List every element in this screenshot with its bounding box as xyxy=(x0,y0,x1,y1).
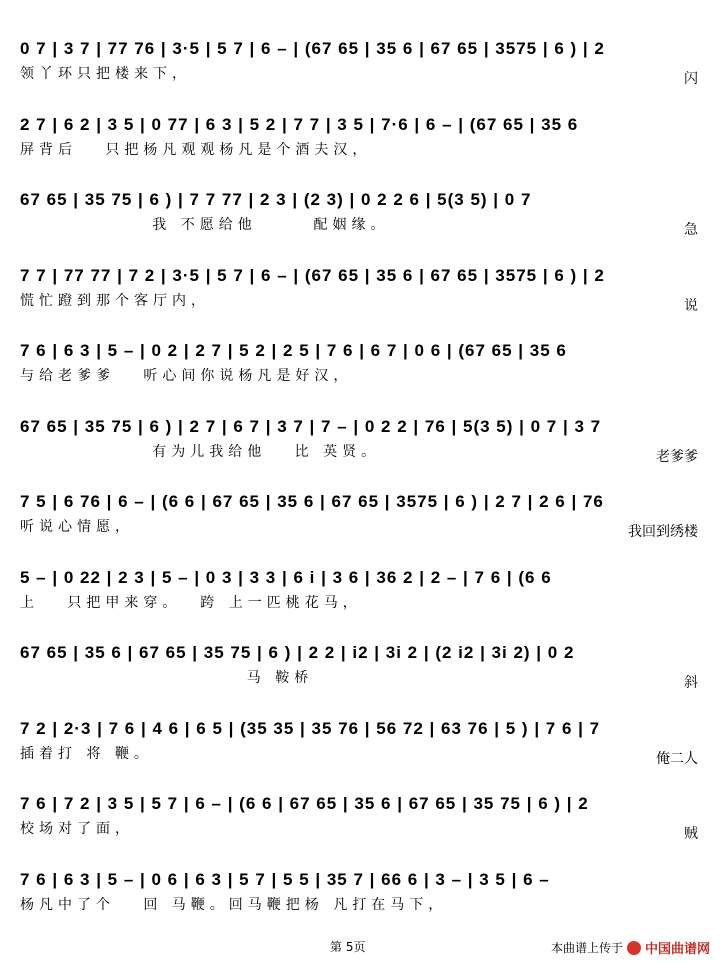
lyric-line-end: 贼 xyxy=(684,826,698,842)
site-logo-text: 中国曲谱网 xyxy=(644,942,710,957)
lyric-line: 领丫环只把楼来下， xyxy=(20,66,191,82)
jianpu-notes: 67 65 | 35 75 | 6 ) | 2 7 | 6 7 | 3 7 | 7 – | 0 2 2 | 76 | 5(3 5) | 0 7 | 3 7 xyxy=(20,416,602,436)
site-logo-icon xyxy=(627,941,641,955)
score-system xyxy=(20,869,702,915)
lyric-line: 我 不愿给他 配姻缘。 xyxy=(20,217,390,233)
lyric-line: 上 只把甲来穿。 跨 上一匹桃花马， xyxy=(20,594,362,611)
score-system xyxy=(20,38,702,87)
lyric-line-end: 俺二人 xyxy=(656,750,698,767)
lyric-line-end: 斜 xyxy=(684,675,698,691)
jianpu-notes: 7 6 | 7 2 | 3 5 | 5 7 | 6 – | (6 6 | 67 65 | 35 6 | 67 65 | 35 75 | 6 ) | 2 xyxy=(20,794,589,813)
lyric-line: 屏背后 只把杨凡观观杨凡是个酒夫汉， xyxy=(20,141,372,158)
lyric-line: 有为儿我给他 比 英贤。 xyxy=(20,443,381,460)
lyric-line: 插着打 将 鞭。 xyxy=(20,745,153,762)
score-system xyxy=(20,114,702,160)
lyric-line: 听说心情愿， xyxy=(20,519,134,535)
score-system xyxy=(20,642,702,691)
jianpu-notes: 67 65 | 35 75 | 6 ) | 7 7 77 | 2 3 | (2 3) | 0 2 2 6 | 5(3 5) | 0 7 xyxy=(20,190,532,209)
score-system xyxy=(20,189,702,238)
jianpu-notes: 7 6 | 6 3 | 5 – | 0 2 | 2 7 | 5 2 | 2 5 | 7 6 | 6 7 | 0 6 | (67 65 | 35 6 xyxy=(20,341,567,360)
lyric-line-end: 说 xyxy=(684,297,698,314)
score-system xyxy=(20,793,702,842)
lyric-line: 马 鞍桥 xyxy=(20,670,314,686)
jianpu-notes: 7 5 | 6 76 | 6 – | (6 6 | 67 65 | 35 6 | 67 65 | 3575 | 6 ) | 2 7 | 2 6 | 76 xyxy=(20,492,604,511)
score-system xyxy=(20,718,702,767)
jianpu-notes: 7 7 | 77 77 | 7 2 | 3·5 | 5 7 | 6 – | (67 65 | 35 6 | 67 65 | 3575 | 6 ) | 2 xyxy=(20,265,605,285)
credit-text: 本曲谱上传于 xyxy=(550,941,623,955)
lyric-line-end: 我回到绣楼 xyxy=(628,524,698,540)
lyric-line: 慌忙蹬到那个客厅内， xyxy=(20,292,210,309)
score-system xyxy=(20,265,702,314)
score-system xyxy=(20,491,702,540)
jianpu-notes: 7 6 | 6 3 | 5 – | 0 6 | 6 3 | 5 7 | 5 5 | 35 7 | 66 6 | 3 – | 3 5 | 6 – xyxy=(20,869,550,889)
lyric-line: 校场对了面， xyxy=(20,821,134,837)
upload-credit xyxy=(551,938,710,957)
lyric-line-end: 老爹爹 xyxy=(656,448,698,465)
lyric-line: 杨凡中了个 回 马鞭。回马鞭把杨 凡打在马下， xyxy=(20,896,448,913)
jianpu-notes: 0 7 | 3 7 | 77 76 | 3·5 | 5 7 | 6 – | (67 65 | 35 6 | 67 65 | 3575 | 6 ) | 2 xyxy=(20,39,605,58)
jianpu-notes: 7 2 | 2·3 | 7 6 | 4 6 | 6 5 | (35 35 | 35 76 | 56 72 | 63 76 | 5 ) | 7 6 | 7 xyxy=(20,718,601,738)
score-system xyxy=(20,567,702,613)
jianpu-notes: 2 7 | 6 2 | 3 5 | 0 77 | 6 3 | 5 2 | 7 7 | 3 5 | 7·6 | 6 – | (67 65 | 35 6 xyxy=(20,114,579,134)
lyric-line-end: 急 xyxy=(684,222,698,238)
page-number: 第 5页 xyxy=(330,940,366,954)
score-system xyxy=(20,340,702,386)
lyric-line-end: 闪 xyxy=(684,71,698,87)
score-system xyxy=(20,416,702,465)
jianpu-notes: 67 65 | 35 6 | 67 65 | 35 75 | 6 ) | 2 2 | i2 | 3i 2 | (2 i2 | 3i 2) | 0 2 xyxy=(20,643,575,662)
lyric-line: 与给老爹爹 听心间你说杨凡是好汉， xyxy=(20,368,353,384)
jianpu-notes: 5 – | 0 22 | 2 3 | 5 – | 0 3 | 3 3 | 6 i | 3 6 | 36 2 | 2 – | 7 6 | (6 6 xyxy=(20,567,552,587)
